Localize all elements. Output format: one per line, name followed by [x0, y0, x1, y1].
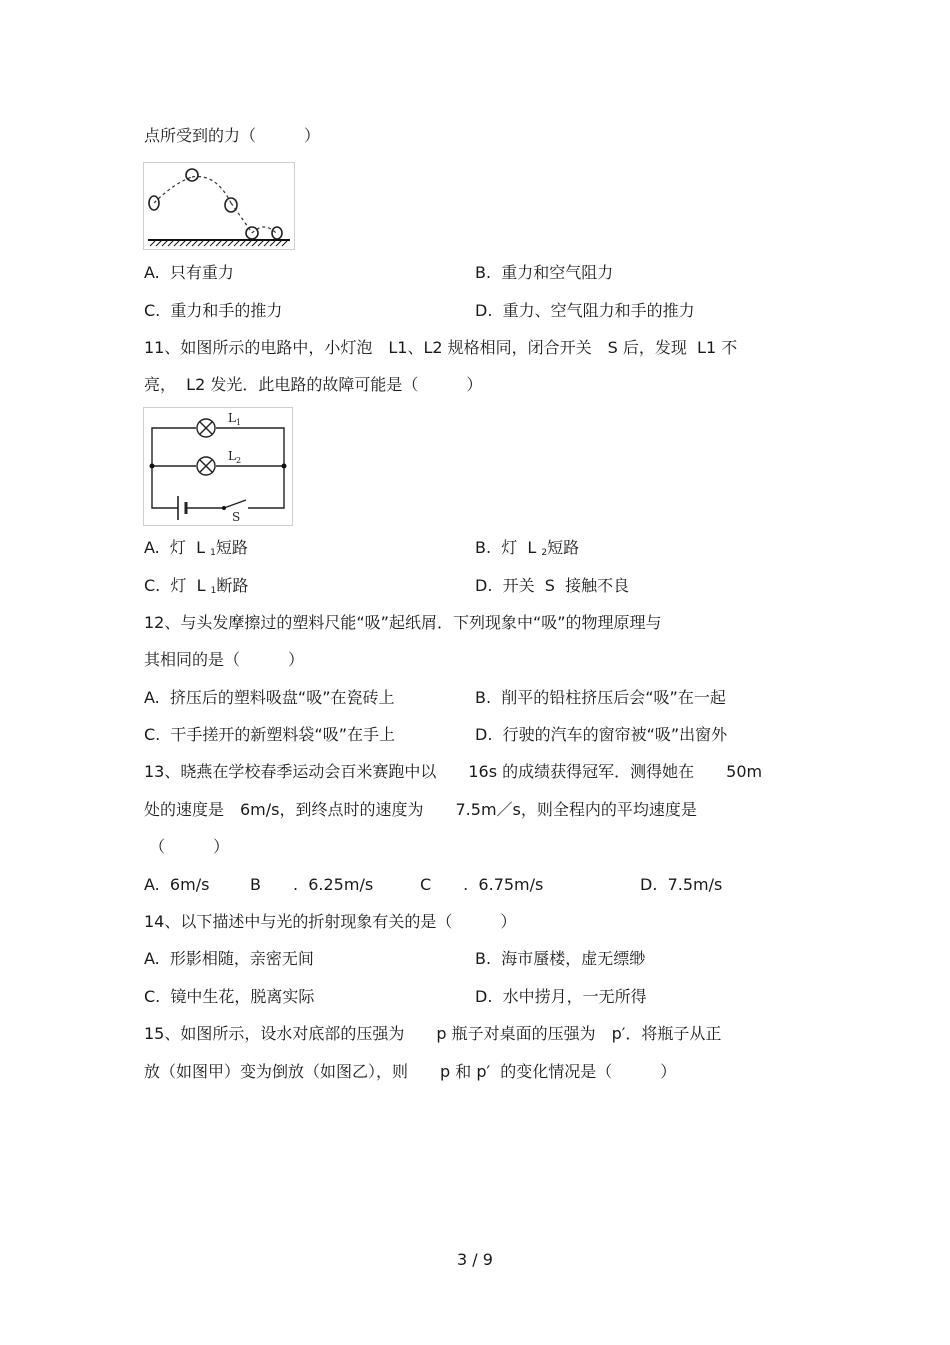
- q10-option-c: C. 重力和手的推力: [144, 301, 283, 320]
- q10-option-d: D. 重力、空气阻力和手的推力: [475, 301, 695, 320]
- q13-text-line2: 处的速度是 6m/s，到终点时的速度为 7.5m／s，则全程内的平均速度是: [144, 800, 697, 819]
- q12-option-b: B. 削平的铅柱挤压后会“吸”在一起: [475, 688, 726, 707]
- circuit-label-switch: S: [232, 510, 241, 524]
- q10-option-a: A. 只有重力: [144, 263, 234, 282]
- q11-text-line2: 亮， L2 发光．此电路的故障可能是（ ）: [144, 375, 483, 394]
- ball-bounce-figure: [143, 162, 295, 250]
- q14-option-d: D. 水中捞月，一无所得: [475, 987, 647, 1006]
- q15-text-line1: 15、如图所示，设水对底部的压强为 p 瓶子对桌面的压强为 p′．将瓶子从正: [144, 1024, 722, 1043]
- q11-option-a: A. 灯 L $_1$短路: [144, 538, 248, 558]
- circuit-diagram: [144, 408, 292, 525]
- q14-text-line1: 14、以下描述中与光的折射现象有关的是（ ）: [144, 912, 517, 931]
- q13-option-b: B . 6.25m/s: [250, 875, 374, 894]
- q10-option-b: B. 重力和空气阻力: [475, 263, 614, 282]
- q14-option-b: B. 海市蜃楼，虚无缥缈: [475, 949, 646, 968]
- q13-text-line3: （ ）: [144, 837, 230, 856]
- q12-option-a: A. 挤压后的塑料吸盘“吸”在瓷砖上: [144, 688, 395, 707]
- q14-option-c: C. 镜中生花，脱离实际: [144, 987, 315, 1006]
- circuit-label-l2: $L_2$: [228, 449, 242, 465]
- q11-option-d: D. 开关 S 接触不良: [475, 576, 630, 595]
- q12-text-line2: 其相同的是（ ）: [144, 650, 305, 669]
- circuit-figure: [143, 407, 293, 526]
- q12-option-c: C. 干手搓开的新塑料袋“吸”在手上: [144, 725, 396, 744]
- page-number: 3 / 9: [457, 1250, 493, 1269]
- circuit-label-l1: $L_1$: [228, 411, 242, 427]
- q13-option-a: A. 6m/s: [144, 875, 210, 894]
- ball-bounce-diagram: [144, 163, 294, 249]
- q11-text-line1: 11、如图所示的电路中，小灯泡 L1、L2 规格相同，闭合开关 S 后，发现 L1 不: [144, 338, 738, 357]
- q12-text-line1: 12、与头发摩擦过的塑料尺能“吸”起纸屑．下列现象中“吸”的物理原理与: [144, 613, 662, 632]
- q13-option-c: C . 6.75m/s: [420, 875, 544, 894]
- q12-option-d: D. 行驶的汽车的窗帘被“吸”出窗外: [475, 725, 728, 744]
- q10-tail: 点所受到的力（ ）: [144, 126, 321, 145]
- q13-text-line1: 13、晓燕在学校春季运动会百米赛跑中以 16s 的成绩获得冠军．测得她在 50m: [144, 762, 763, 781]
- q11-option-c: C. 灯 L $_1$断路: [144, 576, 249, 596]
- q14-option-a: A. 形影相随，亲密无间: [144, 949, 314, 968]
- q13-option-d: D. 7.5m/s: [640, 875, 723, 894]
- q15-text-line2: 放（如图甲）变为倒放（如图乙），则 p 和 p′ 的变化情况是（ ）: [144, 1062, 677, 1081]
- q11-option-b: B. 灯 L $_2$短路: [475, 538, 580, 558]
